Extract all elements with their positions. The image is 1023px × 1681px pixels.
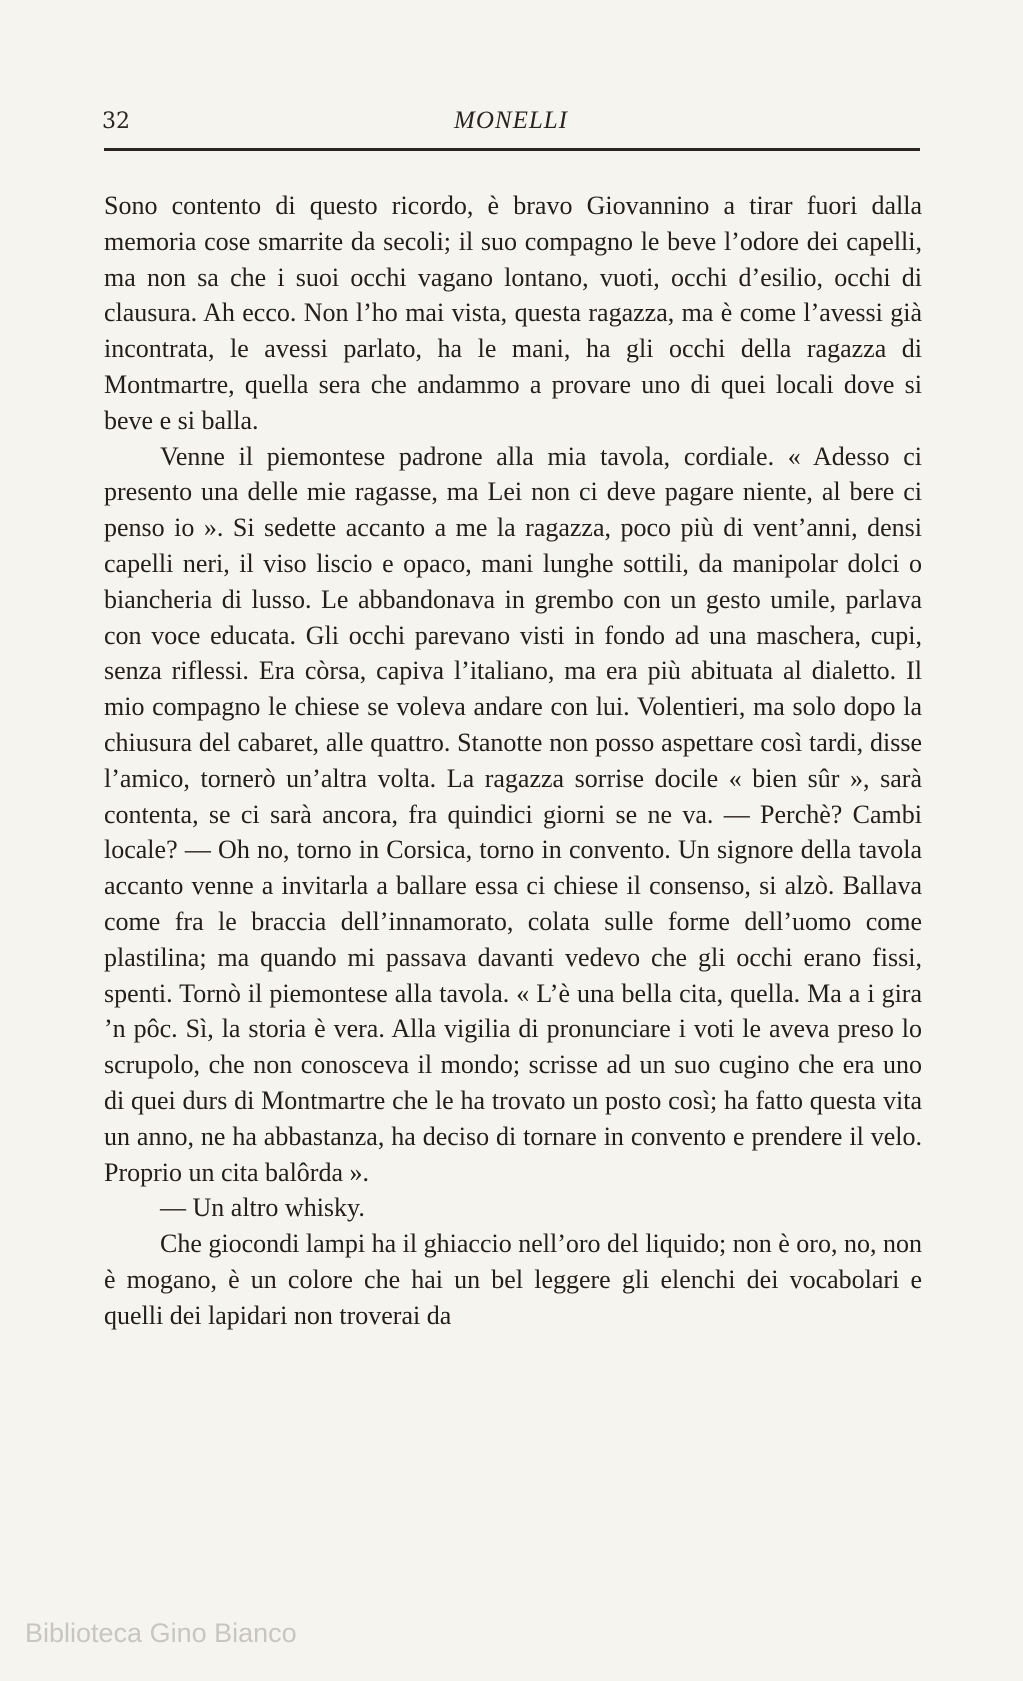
body-text — [104, 188, 922, 1334]
page-header — [102, 103, 920, 143]
paragraph-4: Che giocondi lampi ha il ghiaccio nell’oro del liquido; non è oro, no, non è mogano, è un colore che hai un bel leggere gli elenchi dei vocabolari e quelli dei lapidari non troverai da — [104, 1229, 922, 1330]
paragraph-3: — Un altro whisky. — [160, 1193, 365, 1223]
header-rule — [104, 148, 920, 151]
running-title: MONELLI — [454, 107, 568, 134]
library-watermark: Biblioteca Gino Bianco — [25, 1618, 297, 1648]
paragraph-2: Venne il piemontese padrone alla mia tavola, cordiale. « Adesso ci presento una delle mie ragasse, ma Lei non ci deve pagare niente, al bere ci penso io ». Si sedette accanto a me la ragazza, poco più di vent’anni, densi capelli neri, il viso liscio e opaco, mani lunghe sottili, da manipolar dolci o biancheria di lusso. Le abbandonava in grembo con un gesto umile, parlava con voce educata. Gli occhi parevano visti in fondo ad una maschera, cupi, senza riflessi. Era còrsa, capiva l’italiano, ma era più abituata al dialetto. Il mio compagno le chiese se voleva andare con lui. Volentieri, ma solo dopo la chiusura del cabaret, alle quattro. Stanotte non posso aspettare così tardi, disse l’amico, tornerò un’altra volta. La ragazza sorrise docile « bien sûr », sarà contenta, se ci sarà ancora, fra quindici giorni se ne va. — Perchè? Cambi locale? — Oh no, torno in Corsica, torno in convento. Un signore della tavola accanto venne a invitarla a ballare essa ci chiese il consenso, si alzò. Ballava come fra le braccia dell’innamorato, colata sulle forme dell’uomo come plastilina; ma quando mi passava davanti vedevo che gli occhi erano fissi, spenti. Tornò il piemontese alla tavola. « L’è una bella cita, quella. Ma a i gira ’n pôc. Sì, la storia è vera. Alla vigilia di pronunciare i voti le aveva preso lo scrupolo, che non conosceva il mondo; scrisse ad un suo cugino che era uno di quei durs di Montmartre che le ha trovato un posto così; ha fatto questa vita un anno, ne ha abbastanza, ha deciso di tornare in convento e prendere il velo. Proprio un cita balôrda ». — [104, 441, 922, 1187]
page-number: 32 — [102, 109, 130, 134]
paragraph-1: Sono contento di questo ricordo, è bravo Giovannino a tirar fuori dalla memoria cose smarrite da secoli; il suo compagno le beve l’odore dei capelli, ma non sa che i suoi occhi vagano lontano, vuoti, occhi d’esilio, occhi di clausura. Ah ecco. Non l’ho mai vista, questa ragazza, ma è come l’avessi già incontrata, le avessi parlato, ha le mani, ha gli occhi della ragazza di Montmartre, quella sera che andammo a provare uno di quei locali dove si beve e si balla. — [104, 191, 922, 435]
